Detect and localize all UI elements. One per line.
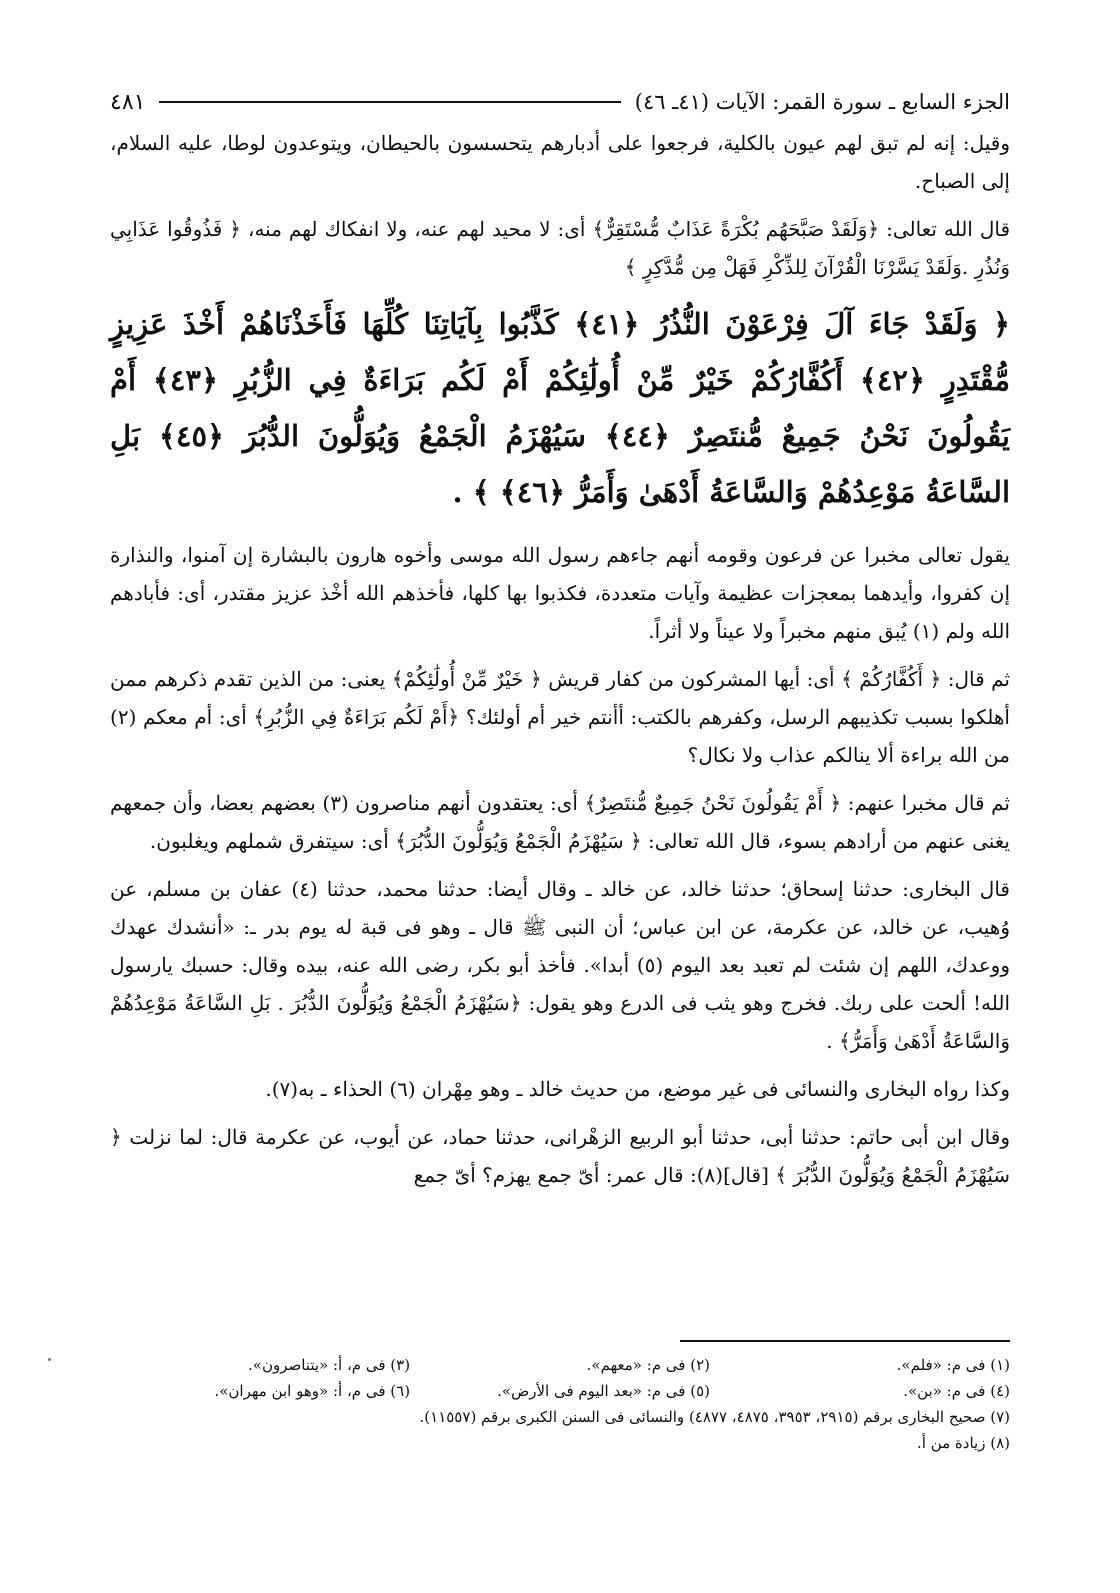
footnote-2: (٢) فى م: «معهم». — [586, 1356, 711, 1374]
paragraph-3: يقول تعالى مخبرا عن فرعون وقومه أنهم جاءهم رسول الله موسى وأخوه هارون بالبشارة إن آمنوا، والنذارة إن كفروا، وأيدهما بمعجزات عظيمة وآيات متعددة، فكذبوا بها كلها، فأخذهم الله أخْذ عزيز مقتدر، أى: فأبادهم الله ولم (١) يُبق منهم مخبراً ولا عيناً ولا أثراً. — [110, 543, 1010, 643]
footnote-row — [110, 1352, 1010, 1378]
running-header — [110, 80, 1010, 124]
footnote-6: (٦) فى م، أ: «وهو ابن مهران». — [214, 1382, 411, 1400]
header-title: الجزء السابع ـ سورة القمر: الآيات (٤١ـ ٤٦) — [634, 90, 1010, 114]
paragraph-8: وقال ابن أبى حاتم: حدثنا أبى، حدثنا أبو الربيع الزهْرانى، حدثنا حماد، عن أيوب، عن عكرمة قال: لما نزلت ﴿ سَيُهْزَمُ الْجَمْعُ وَيُوَلُّونَ الدُّبُرَ ﴾ [قال](٨): قال عمر: أىّ جمع يهزم؟ أىّ جمع — [110, 1125, 1010, 1187]
page-number: ٤٨١ — [110, 89, 146, 115]
footnote-row — [110, 1378, 1010, 1404]
footnote-separator — [680, 1340, 1010, 1342]
paragraph-6: قال البخارى: حدثنا إسحاق؛ حدثنا خالد، عن خالد ـ وقال أيضا: حدثنا محمد، حدثنا (٤) عفان بن مسلم، عن وُهيب، عن خالد، عن عكرمة، عن ابن عباس؛ أن النبى ﷺ قال ـ وهو فى قبة له يوم بدر ـ: «أنشدك عهدك ووعدك، اللهم إن شئت لم تعبد بعد اليوم (٥) أبدا». فأخذ أبو بكر، رضى الله عنه، بيده وقال: حسبك يارسول الله! ألحت على ربك. فخرج وهو يثب فى الدرع وهو يقول: ﴿سَيُهْزَمُ الْجَمْعُ وَيُوَلُّونَ الدُّبُرَ . بَلِ السَّاعَةُ مَوْعِدُهُمْ وَالسَّاعَةُ أَدْهَىٰ وَأَمَرُّ﴾ . — [110, 877, 1010, 1053]
paragraph-5: ثم قال مخبرا عنهم: ﴿ أَمْ يَقُولُونَ نَحْنُ جَمِيعٌ مُّنتَصِرٌ﴾ أى: يعتقدون أنهم مناصرون (٣) بعضهم بعضا، وأن جمعهم يغنى عنهم من أرادهم بسوء، قال الله تعالى: ﴿ سَيُهْزَمُ الْجَمْعُ وَيُوَلُّونَ الدُّبُرَ﴾ أى: سيتفرق شملهم ويغلبون. — [110, 791, 1010, 853]
footnote-1: (١) فى م: «فلم». — [896, 1356, 1010, 1374]
paragraph-7: وكذا رواه البخارى والنسائى فى غير موضع، من حديث خالد ـ وهو مِهْران (٦) الحذاء ـ به(٧). — [265, 1077, 1010, 1101]
footnote-5: (٥) فى م: «بعد اليوم فى الأرض». — [497, 1382, 711, 1400]
footnote-3: (٣) فى م، أ: «يتناصرون». — [248, 1356, 411, 1374]
footnote-7: (٧) صحيح البخارى برقم (٢٩١٥، ٣٩٥٣، ٤٨٧٥، ٤٨٧٧) والنسائى فى السنن الكبرى برقم (١١٥٥٧). — [419, 1408, 1010, 1426]
footnote-8: (٨) زيادة من أ. — [917, 1434, 1010, 1452]
footnotes — [110, 1352, 1010, 1456]
paragraph-1: وقيل: إنه لم تبق لهم عيون بالكلية، فرجعوا على أدبارهم يتحسسون بالحيطان، ويتوعدون لوطا، عليه السلام، إلى الصباح. — [110, 131, 1010, 193]
quran-verses-block: ﴿ وَلَقَدْ جَاءَ آلَ فِرْعَوْنَ النُّذُرُ ﴿٤١﴾ كَذَّبُوا بِآيَاتِنَا كُلِّهَا فَأَخَذْنَاهُمْ أَخْذَ عَزِيزٍ مُّقْتَدِرٍ ﴿٤٢﴾ أَكُفَّارُكُمْ خَيْرٌ مِّنْ أُولَٰئِكُمْ أَمْ لَكُم بَرَاءَةٌ فِي الزُّبُرِ ﴿٤٣﴾ أَمْ يَقُولُونَ نَحْنُ جَمِيعٌ مُّنتَصِرٌ ﴿٤٤﴾ سَيُهْزَمُ الْجَمْعُ وَيُوَلُّونَ الدُّبُرَ ﴿٤٥﴾ بَلِ السَّاعَةُ مَوْعِدُهُمْ وَالسَّاعَةُ أَدْهَىٰ وَأَمَرُّ ﴿٤٦﴾ ﴾ . — [110, 307, 1011, 509]
paragraph-2: قال الله تعالى: ﴿وَلَقَدْ صَبَّحَهُم بُكْرَةً عَذَابٌ مُّسْتَقِرٌّ﴾ أى: لا محيد لهم عنه، ولا انفكاك لهم منه، ﴿ فَذُوقُوا عَذَابِي وَنُذُرِ .وَلَقَدْ يَسَّرْنَا الْقُرْآنَ لِلذِّكْرِ فَهَلْ مِن مُّدَّكِرٍ ﴾ — [110, 217, 1011, 279]
footnote-4: (٤) فى م: «بن». — [903, 1382, 1010, 1400]
paragraph-4: ثم قال: ﴿ أَكُفَّارُكُمْ ﴾ أى: أيها المشركون من كفار قريش ﴿ خَيْرٌ مِّنْ أُولَٰئِكُمْ﴾ يعنى: من الذين تقدم ذكرهم ممن أهلكوا بسبب تكذيبهم الرسل، وكفرهم بالكتب: أأنتم خير أم أولئك؟ ﴿أَمْ لَكُم بَرَاءَةٌ فِي الزُّبُرِ﴾ أى: أم معكم (٢) من الله براءة ألا ينالكم عذاب ولا نكال؟ — [110, 667, 1010, 767]
header-rule — [159, 101, 620, 103]
margin-dot — [48, 1358, 51, 1361]
page-body — [110, 80, 1010, 1194]
